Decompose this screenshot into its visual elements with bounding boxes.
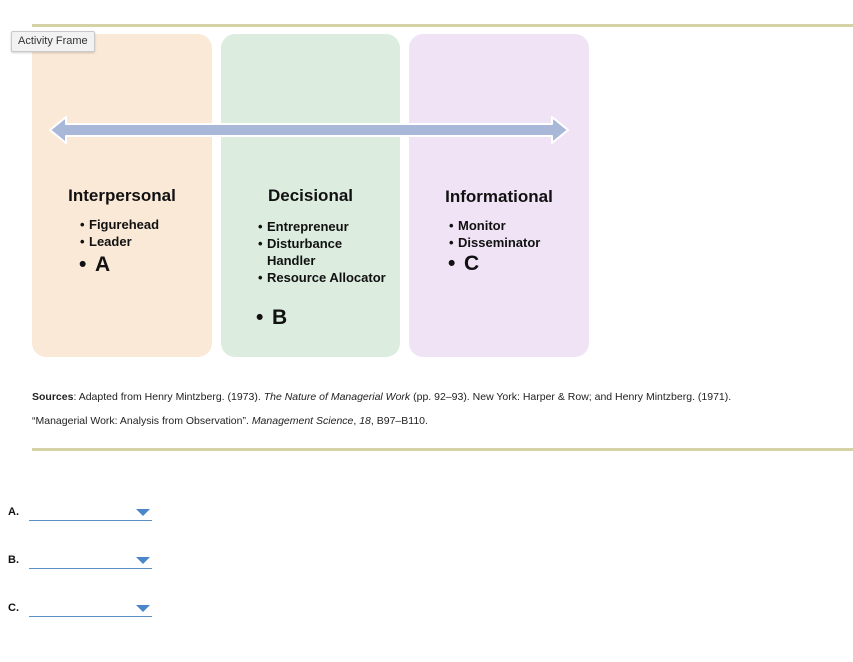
role-item: • Leader (80, 233, 159, 250)
card-title-informational: Informational (445, 187, 553, 206)
card-title-decisional: Decisional (267, 186, 354, 205)
role-item: • Entrepreneur (258, 218, 388, 235)
double-arrow-icon (48, 114, 570, 146)
citation-line-2: “Managerial Work: Analysis from Observation”. Management Science, 18, B97–B110. (32, 415, 428, 427)
decisional-card (221, 34, 400, 357)
journal-title: Management Science (251, 415, 354, 427)
book-title: The Nature of Managerial Work (263, 391, 411, 403)
interpersonal-card (32, 34, 212, 357)
blank-marker-a: • A (79, 253, 110, 277)
chevron-down-icon[interactable] (136, 509, 150, 516)
journal-volume: 18 (359, 415, 371, 427)
informational-role-list (449, 217, 540, 251)
role-item: • Disseminator (449, 234, 540, 251)
answer-c-dropdown[interactable] (29, 598, 152, 617)
chevron-down-icon[interactable] (136, 557, 150, 564)
blank-marker-b: • B (256, 306, 287, 330)
answer-letter: B. (8, 554, 19, 566)
blank-marker-c: • C (448, 252, 479, 276)
citation-line-1: Sources: Adapted from Henry Mintzberg. (1973). The Nature of Managerial Work (pp. 92–93). New York: Harper & Row; and Henry Mintzberg. (1971). (32, 391, 732, 403)
role-item: • Figurehead (80, 216, 159, 233)
activity-frame-label: Activity Frame (11, 31, 95, 52)
role-item: • Disturbance Handler (258, 235, 388, 269)
card-title-interpersonal: Interpersonal (68, 186, 176, 205)
sources-label: Sources (32, 391, 74, 403)
informational-card (409, 34, 589, 357)
top-divider (32, 24, 853, 27)
answer-b-dropdown[interactable] (29, 550, 152, 569)
decisional-role-list (258, 218, 388, 286)
bottom-divider (32, 448, 853, 451)
interpersonal-role-list (80, 216, 159, 250)
role-item: • Monitor (449, 217, 540, 234)
answer-a-dropdown[interactable] (29, 502, 152, 521)
chevron-down-icon[interactable] (136, 605, 150, 612)
answer-letter: A. (8, 506, 19, 518)
answer-letter: C. (8, 602, 19, 614)
role-item: • Resource Allocator (258, 269, 388, 286)
sources-citation (32, 385, 832, 433)
